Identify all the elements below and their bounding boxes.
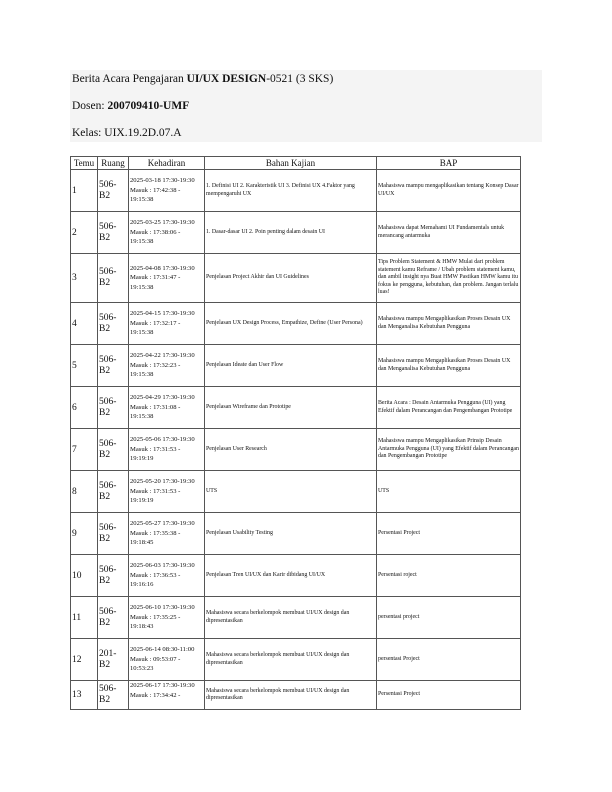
attendance-cell xyxy=(129,345,205,387)
schedule-time: 2025-05-27 17:30-19:30 xyxy=(130,520,195,528)
table-row xyxy=(71,429,521,471)
schedule-time: 2025-04-29 17:30-19:30 xyxy=(130,394,195,402)
class-code: UIX.19.2D.07.A xyxy=(104,127,182,139)
meeting-number-cell: 2 xyxy=(71,212,98,254)
topic-cell: Penjelasan User Research xyxy=(205,429,377,471)
attendance-cell xyxy=(129,303,205,345)
room-cell: 506-B2 xyxy=(98,254,129,303)
check-out-time: 19:19:19 xyxy=(130,497,154,505)
check-out-time: 19:18:45 xyxy=(130,539,154,547)
bap-cell: Mahasiswa mampu mengaplikasikan tentang Konsep Dasar UI/UX xyxy=(377,170,521,212)
table-row xyxy=(71,555,521,597)
attendance-cell xyxy=(129,555,205,597)
meeting-number-cell: 4 xyxy=(71,303,98,345)
check-in-time: Masuk : 17:31:53 - xyxy=(130,487,181,495)
topic-cell: Penjelasan Project Akhir dan UI Guidelines xyxy=(205,254,377,303)
attendance-cell xyxy=(129,254,205,303)
check-in-time: Masuk : 09:53:07 - xyxy=(130,655,181,663)
bap-cell: Persentasi roject xyxy=(377,555,521,597)
topic-cell: Mahasiswa secara berkelompok membuat UI/UX design dan dipresentasikan xyxy=(205,681,377,710)
bap-cell: Persentasi Project xyxy=(377,681,521,710)
meeting-number-cell: 3 xyxy=(71,254,98,303)
room-cell: 506-B2 xyxy=(98,429,129,471)
attendance-cell xyxy=(129,471,205,513)
lecturer-line xyxy=(72,100,189,112)
room-cell: 506-B2 xyxy=(98,471,129,513)
table-header-row xyxy=(71,157,521,170)
check-out-time: 19:15:38 xyxy=(130,371,154,379)
room-cell: 506-B2 xyxy=(98,555,129,597)
schedule-time: 2025-05-06 17:30-19:30 xyxy=(130,436,195,444)
table-row xyxy=(71,254,521,303)
topic-cell: Penjelasan Wireframe dan Prototipe xyxy=(205,387,377,429)
check-in-time: Masuk : 17:35:38 - xyxy=(130,529,181,537)
schedule-time: 2025-06-03 17:30-19:30 xyxy=(130,562,195,570)
attendance-cell xyxy=(129,212,205,254)
class-label: Kelas: xyxy=(72,127,105,139)
bap-cell: persentasi project xyxy=(377,597,521,639)
check-in-time: Masuk : 17:31:08 - xyxy=(130,403,181,411)
check-out-time: 19:16:16 xyxy=(130,581,154,589)
bap-cell: Tips Problem Statement & HMW Mulai dari problem statement kamu Reframe / Ubah problem statement kamu, dan ambil insight nya Buat HMW Pastikan HMW kamu itu fokus ke pengguna, kebutuhan, dan problem. Jangan terlalu luas! xyxy=(377,254,521,303)
check-out-time: 19:18:43 xyxy=(130,623,154,631)
check-out-time: 19:15:38 xyxy=(130,283,154,291)
report-title xyxy=(72,73,333,85)
meeting-number-cell: 1 xyxy=(71,170,98,212)
course-name: UI/UX DESIGN xyxy=(186,73,267,85)
topic-cell: Mahasiswa secara berkelompok membuat UI/UX design dan dipresentasikan xyxy=(205,597,377,639)
meeting-number-cell: 11 xyxy=(71,597,98,639)
col-header-temu: Temu xyxy=(71,157,98,170)
check-out-time: 19:19:19 xyxy=(130,455,154,463)
topic-cell: Penjelasan Ideate dan User Flow xyxy=(205,345,377,387)
class-line xyxy=(72,127,182,139)
table-row xyxy=(71,345,521,387)
topic-cell: Penjelasan Usability Testing xyxy=(205,513,377,555)
room-cell: 506-B2 xyxy=(98,513,129,555)
room-cell: 506-B2 xyxy=(98,345,129,387)
attendance-cell xyxy=(129,681,205,710)
check-out-time: 19:15:38 xyxy=(130,413,154,421)
bap-cell: Mahasiswa mampu Mengaplikasikan Proses Desain UX dan Menganalisa Kebutuhan Pengguna xyxy=(377,345,521,387)
room-cell: 506-B2 xyxy=(98,387,129,429)
meeting-number-cell: 13 xyxy=(71,681,98,710)
check-out-time: 10:53:23 xyxy=(130,665,154,673)
room-cell: 506-B2 xyxy=(98,212,129,254)
attendance-cell xyxy=(129,639,205,681)
document-header xyxy=(70,70,542,142)
bap-cell: Mahasiswa dapat Memahami UI Fundamentals untuk merancang antarmuka xyxy=(377,212,521,254)
bap-cell: Persentasi Project xyxy=(377,513,521,555)
check-in-time: Masuk : 17:32:23 - xyxy=(130,361,181,369)
meeting-number-cell: 12 xyxy=(71,639,98,681)
col-header-kehadiran: Kehadiran xyxy=(129,157,205,170)
bap-cell: Mahasiswa mampu Mengaplikasikan Prinsip Desain Antarmuka Pengguna (UI) yang Efektif dalam Perancangan dan Pengembangan Prototipe xyxy=(377,429,521,471)
check-in-time: Masuk : 17:38:06 - xyxy=(130,228,181,236)
teaching-record-table xyxy=(70,156,521,710)
bap-cell: Berita Acara : Desain Antarmuka Pengguna (UI) yang Efektif dalam Perancangan dan Pengembangan Prototipe xyxy=(377,387,521,429)
schedule-time: 2025-04-08 17:30-19:30 xyxy=(130,264,195,272)
meeting-number-cell: 10 xyxy=(71,555,98,597)
room-cell: 506-B2 xyxy=(98,597,129,639)
room-cell: 201-B2 xyxy=(98,639,129,681)
course-code-credits: -0521 (3 SKS) xyxy=(266,73,334,85)
meeting-number-cell: 7 xyxy=(71,429,98,471)
table-row xyxy=(71,597,521,639)
table-row xyxy=(71,681,521,710)
meeting-number-cell: 9 xyxy=(71,513,98,555)
topic-cell: Penjelasan UX Design Process, Empathize, Define (User Persona) xyxy=(205,303,377,345)
attendance-cell xyxy=(129,387,205,429)
table-row xyxy=(71,303,521,345)
table-row xyxy=(71,639,521,681)
schedule-time: 2025-06-14 08:30-11:00 xyxy=(130,646,195,654)
room-cell: 506-B2 xyxy=(98,170,129,212)
meeting-number-cell: 6 xyxy=(71,387,98,429)
room-cell: 506-B2 xyxy=(98,681,129,710)
title-prefix: Berita Acara Pengajaran xyxy=(72,73,187,85)
table-row xyxy=(71,513,521,555)
meeting-number-cell: 8 xyxy=(71,471,98,513)
col-header-ruang: Ruang xyxy=(98,157,129,170)
schedule-time: 2025-06-10 17:30-19:30 xyxy=(130,604,195,612)
bap-cell: persentasi Project xyxy=(377,639,521,681)
room-cell: 506-B2 xyxy=(98,303,129,345)
check-in-time: Masuk : 17:34:42 - xyxy=(130,691,181,699)
table-row xyxy=(71,170,521,212)
schedule-time: 2025-03-25 17:30-19:30 xyxy=(130,219,195,227)
table-row xyxy=(71,471,521,513)
schedule-time: 2025-04-22 17:30-19:30 xyxy=(130,352,195,360)
attendance-cell xyxy=(129,170,205,212)
col-header-bahan-kajian: Bahan Kajian xyxy=(205,157,377,170)
table-row xyxy=(71,387,521,429)
attendance-cell xyxy=(129,513,205,555)
bap-cell: Mahasiswa mampu Mengaplikasikan Proses Desain UX dan Menganalisa Kebutuhan Pengguna xyxy=(377,303,521,345)
topic-cell: UTS xyxy=(205,471,377,513)
meeting-number-cell: 5 xyxy=(71,345,98,387)
check-in-time: Masuk : 17:35:25 - xyxy=(130,613,181,621)
schedule-time: 2025-06-17 17:30-19:30 xyxy=(130,682,195,689)
check-in-time: Masuk : 17:31:47 - xyxy=(130,274,181,282)
table-row xyxy=(71,212,521,254)
check-in-time: Masuk : 17:31:53 - xyxy=(130,445,181,453)
lecturer-id: 200709410-UMF xyxy=(107,100,190,112)
check-out-time: 19:15:38 xyxy=(130,329,154,337)
bap-cell: UTS xyxy=(377,471,521,513)
schedule-time: 2025-05-20 17:30-19:30 xyxy=(130,478,195,486)
attendance-cell xyxy=(129,597,205,639)
attendance-cell xyxy=(129,429,205,471)
check-in-time: Masuk : 17:36:53 - xyxy=(130,571,181,579)
topic-cell: 1. Dasar-dasar UI 2. Poin penting dalam desain UI xyxy=(205,212,377,254)
check-out-time: 19:15:38 xyxy=(130,238,154,246)
col-header-bap: BAP xyxy=(377,157,521,170)
topic-cell: Penjelasan Tren UI/UX dan Karir dibidang UI/UX xyxy=(205,555,377,597)
check-in-time: Masuk : 17:42:38 - xyxy=(130,186,181,194)
topic-cell: 1. Definisi UI 2. Karakteristik UI 3. Definisi UX 4.Faktor yang mempengaruhi UX xyxy=(205,170,377,212)
lecturer-label: Dosen: xyxy=(72,100,108,112)
schedule-time: 2025-03-18 17:30-19:30 xyxy=(130,177,195,185)
check-in-time: Masuk : 17:32:17 - xyxy=(130,319,181,327)
topic-cell: Mahasiswa secara berkelompok membuat UI/UX design dan dipresentasikan xyxy=(205,639,377,681)
schedule-time: 2025-04-15 17:30-19:30 xyxy=(130,310,195,318)
check-out-time: 19:15:38 xyxy=(130,196,154,204)
